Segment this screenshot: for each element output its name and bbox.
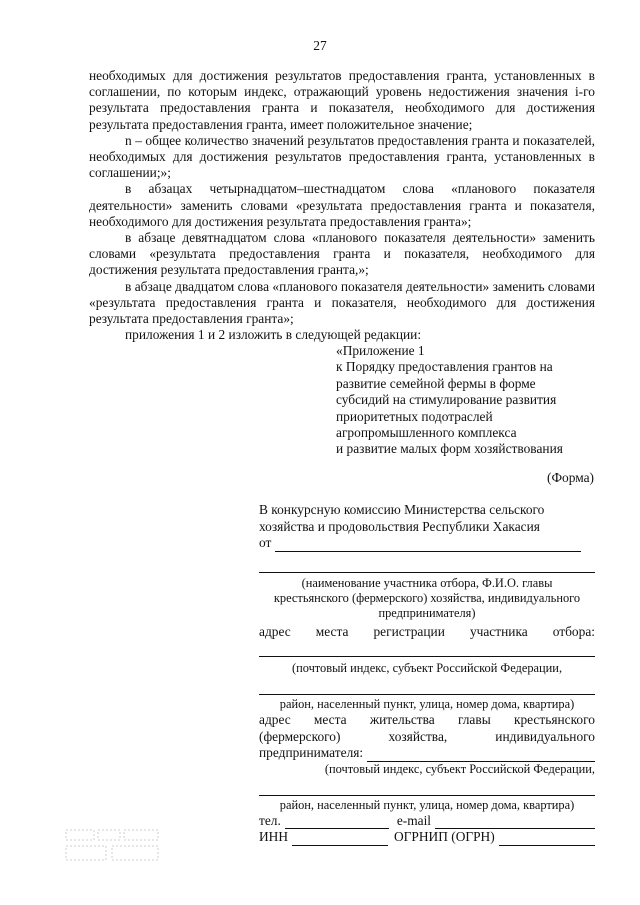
registration-address-field-2[interactable] [259, 678, 595, 695]
residence-address-field-2[interactable] [259, 779, 595, 796]
from-field-2[interactable] [259, 556, 595, 573]
appendix-line: и развитие малых форм хозяйствования [336, 441, 563, 457]
appendix-line: субсидий на стимулирование развития [336, 392, 557, 408]
ogrnip-field[interactable] [499, 833, 595, 846]
form-label: (Форма) [546, 470, 594, 485]
paragraph: n – общее количество значений результатов предоставления гранта и показателей, необходимых для достижения результатов предоставления гранта, установленных в соглашении;»; [89, 132, 595, 181]
paragraph: в абзацах четырнадцатом–шестнадцатом слова «планового показателя деятельности» заменить словами «результата предоставления гранта и показателя, необходимого для достижения результата предоставления гранта»; [89, 181, 595, 229]
caption: (почтовый индекс, субъект Российской Федерации, [291, 661, 563, 675]
registration-address-row: адрес места регистрации участника отбора: [259, 623, 595, 639]
addressee-line: В конкурсную комиссию Министерства сельского [259, 502, 545, 517]
residence-address-row: адрес места жительства главы крестьянского [259, 712, 595, 727]
appendix-line: агропромышленного комплекса [336, 425, 517, 441]
registration-address-field[interactable] [259, 640, 595, 657]
paragraph: приложения 1 и 2 изложить в следующей редакции: [125, 327, 422, 343]
faded-stamp-mark [64, 826, 164, 866]
appendix-header [336, 343, 606, 458]
addressee-line: хозяйства и продовольствия Республики Хакасия [259, 518, 540, 534]
paragraph: в абзаце двадцатом слова «планового показателя деятельности» заменить словами «результата предоставления гранта и показателя, необходимого для достижения результата предоставления гранта»; [89, 278, 595, 327]
appendix-line: развитие семейной фермы в форме [336, 375, 536, 391]
inn-field[interactable] [292, 833, 388, 846]
application-form [259, 502, 595, 846]
entrepreneur-row: предпринимателя: [259, 745, 595, 762]
phone-field[interactable] [285, 816, 389, 829]
caption: (почтовый индекс, субъект Российской Федерации, [324, 761, 595, 776]
caption: район, населенный пункт, улица, номер дома, квартира) [279, 697, 575, 711]
paragraph: в абзаце девятнадцатом слова «планового показателя деятельности» заменить словами «результата предоставления гранта и показателя, необходимого для достижения результата предоставления гранта,»; [89, 230, 595, 278]
from-row: от [259, 535, 595, 552]
page-number: 27 [313, 38, 327, 53]
contacts-row: тел. e-mail [259, 813, 595, 830]
appendix-line: «Приложение 1 [336, 343, 425, 358]
residence-address-field[interactable] [367, 749, 595, 762]
residence-address-row: (фермерского) хозяйства, индивидуального [259, 728, 595, 744]
appendix-line: приоритетных подотраслей [336, 408, 493, 424]
from-field[interactable] [275, 539, 581, 552]
caption: крестьянского (фермерского) хозяйства, индивидуального [273, 590, 581, 605]
appendix-line: к Порядку предоставления грантов на [336, 359, 553, 375]
caption: район, населенный пункт, улица, номер дома, квартира) [279, 797, 575, 812]
caption: (наименование участника отбора, Ф.И.О. главы [301, 575, 553, 590]
email-field[interactable] [435, 816, 595, 829]
ids-row: ИНН ОГРНИП (ОГРН) [259, 829, 595, 846]
caption: предпринимателя) [378, 605, 476, 620]
body-text [89, 68, 595, 343]
paragraph: необходимых для достижения результатов предоставления гранта, установленных в соглашении, по которым индекс, отражающий уровень недостижения значения i-го результата предоставления гранта и показателя, необходимого для достижения результата предоставления гранта, имеет положительное значение; [89, 68, 595, 132]
